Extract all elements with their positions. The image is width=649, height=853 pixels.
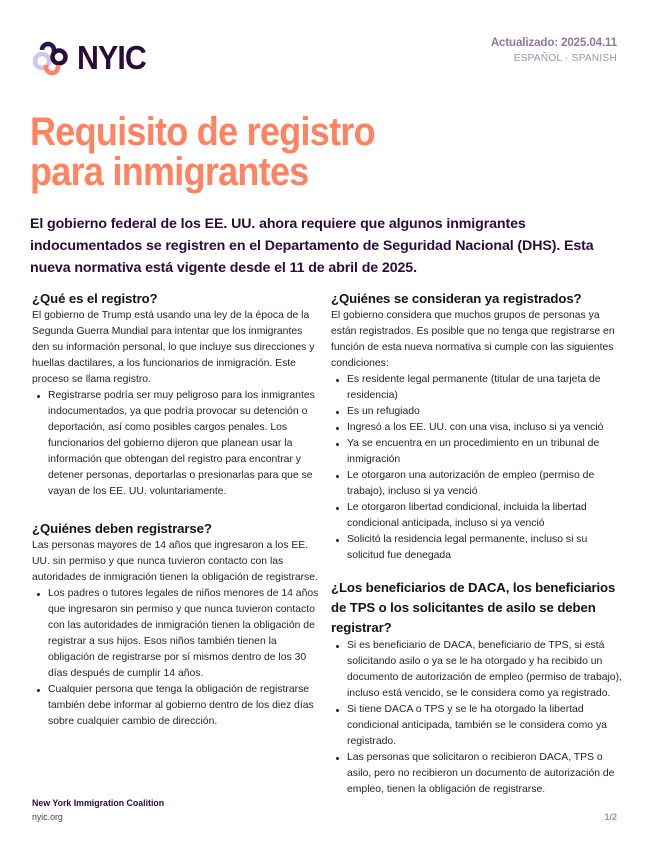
list-item: Es residente legal permanente (titular de una tarjeta de residencia) [331,372,626,404]
nyic-logo [31,37,152,77]
page-title [30,112,498,192]
footer-org-name: New York Immigration Coalition [32,798,165,808]
page-number: 1/2 [604,812,617,822]
section-who-must-register [32,520,322,730]
section-body: Las personas mayores de 14 años que ingresaron a los EE. UU. sin permiso y que nunca tuvieron contacto con las autoridades de inmigración tienen la obligación de registrarse. [32,540,318,583]
nyic-rings-icon [31,37,71,77]
lead-paragraph: El gobierno federal de los EE. UU. ahora requiere que algunos inmigrantes indocumentados se registren en el Departamento de Seguridad Nacional (DHS). Esta nueva normativa está vigente desde el 11 de abril de 2025. [30,216,594,276]
bullet-list [32,586,322,730]
bullet-list [331,638,626,798]
list-item: Ingresó a los EE. UU. con una visa, incluso si ya venció [331,420,626,436]
bullet-list [331,372,626,564]
section-heading: ¿Quiénes deben registrarse? [32,521,212,536]
list-item: Le otorgaron una autorización de empleo (permiso de trabajo), incluso si ya venció [331,468,626,500]
right-column [331,290,626,812]
list-item: Le otorgaron libertad condicional, incluida la libertad condicional anticipada, incluso si ya venció [331,500,626,532]
section-heading: ¿Quiénes se consideran ya registrados? [331,291,582,306]
left-column [32,290,322,744]
section-daca-tps-asylum [331,578,626,798]
section-what-is-registration [32,290,322,500]
footer-url-link[interactable]: nyic.org [32,812,63,822]
list-item: Solicitó la residencia legal permanente, incluso si su solicitud fue denegada [331,532,626,564]
list-item: Las personas que solicitaron o recibieron DACA, TPS o asilo, pero no recibieron un documento de autorización de empleo, tienen la obligación de registrarse. [331,750,626,798]
list-item: Ya se encuentra en un procedimiento en un tribunal de inmigración [331,436,626,468]
list-item: Los padres o tutores legales de niños menores de 14 años que ingresaron sin permiso y que nunca tuvieron contacto con las autoridades de inmigración tienen la obligación de registrar a sus hijos. Esos niños también tienen la obligación de registrarse por sí mismos dentro de los 30 días después de cumplir 14 años. [32,586,322,682]
list-item: Si es beneficiario de DACA, beneficiario de TPS, si está solicitando asilo o ya se le ha otorgado y ha recibido un documento de autorización de empleo (permiso de trabajo), incluso está vencido, se le considera como ya registrado. [331,638,626,702]
title-line-1: Requisito de registro [30,110,375,154]
list-item: Si tiene DACA o TPS y se le ha otorgado la libertad condicional anticipada, también se le considera como ya registrado. [331,702,626,750]
logo-wordmark: NYIC [77,38,146,76]
section-body: El gobierno de Trump está usando una ley de la época de la Segunda Guerra Mundial para intentar que los inmigrantes den su información personal, lo que incluye sus direcciones y huellas dactilares, a los funcionarios de inmigración. Este proceso se llama registro. [32,310,315,385]
section-heading: ¿Los beneficiarios de DACA, los beneficiarios de TPS o los solicitantes de asilo se deben registrar? [331,580,616,635]
section-heading: ¿Qué es el registro? [32,291,158,306]
section-body: El gobierno considera que muchos grupos de personas ya están registrados. Es posible que no tenga que registrarse en función de esta nueva normativa si cumple con las siguientes condiciones: [331,310,615,369]
list-item: Es un refugiado [331,404,626,420]
bullet-list [32,388,322,500]
list-item: Registrarse podría ser muy peligroso para los inmigrantes indocumentados, ya que podría provocar su detención o deportación, así como posibles cargos penales. Los funcionarios del gobierno dijeron que planean usar la información que obtengan del registro para encontrar y detener personas, deportarlas o presionarlas para que se vayan de los EE. UU. voluntariamente. [32,388,322,500]
title-line-2: para inmigrantes [30,150,309,194]
language-label: ESPAÑOL · SPANISH [513,53,617,64]
list-item: Cualquier persona que tenga la obligación de registrarse también debe informar al gobierno dentro de los diez días sobre cualquier cambio de dirección. [32,682,322,730]
document-meta [491,37,617,64]
updated-date: Actualizado: 2025.04.11 [490,37,617,49]
section-already-registered [331,290,626,564]
footer [32,798,164,822]
